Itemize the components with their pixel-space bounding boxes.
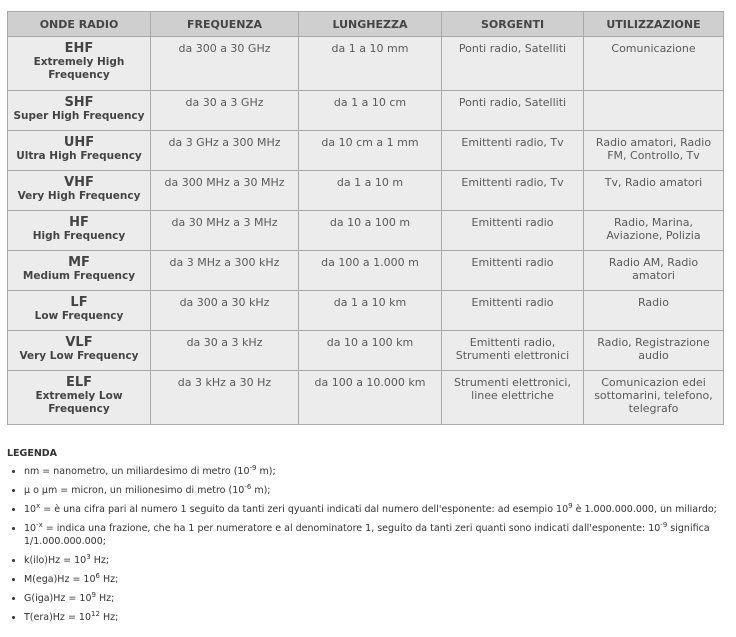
sources-cell: Ponti radio, Satelliti (442, 91, 584, 131)
header-utilizzazione: UTILIZZAZIONE (584, 12, 724, 37)
band-cell (8, 211, 151, 251)
legend-text: 10 (24, 523, 37, 534)
table-row (8, 211, 724, 251)
frequency-cell: da 300 a 30 GHz (151, 37, 299, 91)
table-header-row (8, 12, 724, 37)
uses-cell: Radio, Marina, Aviazione, Polizia (584, 211, 724, 251)
sources-cell: Emittenti radio (442, 211, 584, 251)
legend-exponent: x (36, 502, 41, 510)
legend-text: µ o µm = micron, un milionesimo di metro (10 (24, 485, 245, 496)
legend-exponent: -9 (660, 521, 668, 529)
length-cell: da 100 a 10.000 km (299, 371, 442, 425)
legend-title: LEGENDA (7, 448, 58, 459)
legend-exponent: 12 (91, 610, 100, 618)
frequency-cell: da 300 MHz a 30 MHz (151, 171, 299, 211)
frequency-cell: da 30 MHz a 3 MHz (151, 211, 299, 251)
legend-text: = indica una frazione, che ha 1 per numeratore e al denominatore 1, seguito da tanti zeri quanti sono indicati dall'esponente: 10 (42, 523, 661, 534)
legend-text: M(ega)Hz = 10 (24, 574, 96, 585)
band-name: Extremely High Frequency (33, 56, 125, 81)
table-row (8, 91, 724, 131)
legend-text: k(ilo)Hz = 10 (24, 555, 87, 566)
length-cell: da 1 a 10 mm (299, 37, 442, 91)
legend (7, 448, 727, 630)
legend-text: m); (256, 466, 276, 477)
band-code: UHF (63, 135, 95, 150)
band-cell (8, 371, 151, 425)
table-row (8, 171, 724, 211)
length-cell: da 1 a 10 cm (299, 91, 442, 131)
table-row (8, 131, 724, 171)
sources-cell: Emittenti radio, Tv (442, 171, 584, 211)
header-frequenza: FREQUENZA (151, 12, 299, 37)
length-cell: da 1 a 10 km (299, 291, 442, 331)
band-name: Super High Frequency (13, 110, 145, 122)
frequency-cell: da 300 a 30 kHz (151, 291, 299, 331)
header-onde-radio: ONDE RADIO (8, 12, 151, 37)
uses-cell: Comunicazione (584, 37, 724, 91)
band-name: Very Low Frequency (19, 350, 139, 362)
legend-item (24, 611, 727, 624)
legend-item (24, 522, 727, 548)
band-code: ELF (65, 375, 93, 390)
legend-item (24, 484, 727, 497)
uses-cell: Radio amatori, Radio FM, Controllo, Tv (584, 131, 724, 171)
frequency-cell: da 30 a 3 kHz (151, 331, 299, 371)
table-row (8, 291, 724, 331)
legend-text: = è una cifra pari al numero 1 seguito da tanti zeri qyuanti indicati dal numero dell'esponente: ad esempio 10 (40, 504, 569, 515)
uses-cell: Radio AM, Radio amatori (584, 251, 724, 291)
band-cell (8, 37, 151, 91)
band-code: LF (70, 295, 88, 310)
table-row (8, 331, 724, 371)
legend-item (24, 465, 727, 478)
band-cell (8, 171, 151, 211)
legend-item (24, 503, 727, 516)
frequency-cell: da 30 a 3 GHz (151, 91, 299, 131)
uses-cell: Radio (584, 291, 724, 331)
table-row (8, 251, 724, 291)
legend-item (24, 592, 727, 605)
legend-item (24, 573, 727, 586)
length-cell: da 100 a 1.000 m (299, 251, 442, 291)
legend-text: Hz; (99, 612, 119, 623)
frequency-cell: da 3 kHz a 30 Hz (151, 371, 299, 425)
sources-cell: Emittenti radio, Tv (442, 131, 584, 171)
band-code: HF (69, 215, 89, 230)
length-cell: da 1 a 10 m (299, 171, 442, 211)
header-lunghezza: LUNGHEZZA (299, 12, 442, 37)
band-code: VHF (64, 175, 94, 190)
legend-exponent: 3 (86, 553, 91, 561)
band-code: MF (68, 255, 90, 270)
band-code: VLF (65, 335, 93, 350)
uses-cell (584, 91, 724, 131)
frequency-cell: da 3 GHz a 300 MHz (151, 131, 299, 171)
band-name: Very High Frequency (17, 190, 141, 202)
legend-text: nm = nanometro, un miliardesimo di metro (10 (24, 466, 250, 477)
uses-cell: Tv, Radio amatori (584, 171, 724, 211)
sources-cell: Emittenti radio (442, 291, 584, 331)
legend-text: T(era)Hz = 10 (24, 612, 92, 623)
legend-text: Hz; (100, 574, 119, 585)
uses-cell: Comunicazion edei sottomarini, telefono, telegrafo (584, 371, 724, 425)
band-cell (8, 331, 151, 371)
band-cell (8, 251, 151, 291)
length-cell: da 10 a 100 km (299, 331, 442, 371)
band-cell (8, 291, 151, 331)
frequency-cell: da 3 MHz a 300 kHz (151, 251, 299, 291)
legend-exponent: 9 (568, 502, 573, 510)
legend-text: 10 (24, 504, 37, 515)
sources-cell: Emittenti radio (442, 251, 584, 291)
length-cell: da 10 cm a 1 mm (299, 131, 442, 171)
band-name: Ultra High Frequency (16, 150, 142, 162)
legend-text: Hz; (90, 555, 110, 566)
band-name: High Frequency (32, 230, 126, 242)
uses-cell: Radio, Registrazione audio (584, 331, 724, 371)
legend-text: significa 1/1.000.000.000; (24, 523, 710, 547)
legend-list (7, 465, 727, 624)
table-row (8, 37, 724, 91)
band-name: Medium Frequency (22, 270, 136, 282)
legend-text: G(iga)Hz = 10 (24, 593, 92, 604)
sources-cell: Emittenti radio, Strumenti elettronici (442, 331, 584, 371)
band-code: EHF (64, 41, 94, 56)
legend-item (24, 554, 727, 567)
sources-cell: Ponti radio, Satelliti (442, 37, 584, 91)
legend-exponent: -6 (244, 483, 252, 491)
band-cell (8, 91, 151, 131)
header-sorgenti: SORGENTI (442, 12, 584, 37)
radio-waves-table-container (7, 11, 723, 425)
band-cell (8, 131, 151, 171)
legend-text: è 1.000.000.000, un miliardo; (572, 504, 717, 515)
length-cell: da 10 a 100 m (299, 211, 442, 251)
legend-text: m); (251, 485, 271, 496)
legend-text: Hz; (95, 593, 115, 604)
legend-exponent: 6 (95, 572, 100, 580)
table-row (8, 371, 724, 425)
sources-cell: Strumenti elettronici, linee elettriche (442, 371, 584, 425)
legend-exponent: 9 (91, 591, 96, 599)
legend-exponent: -x (36, 521, 43, 529)
band-code: SHF (64, 95, 94, 110)
radio-waves-table (7, 11, 724, 425)
band-name: Extremely Low Frequency (35, 390, 123, 415)
band-name: Low Frequency (34, 310, 124, 322)
legend-exponent: -9 (249, 464, 257, 472)
